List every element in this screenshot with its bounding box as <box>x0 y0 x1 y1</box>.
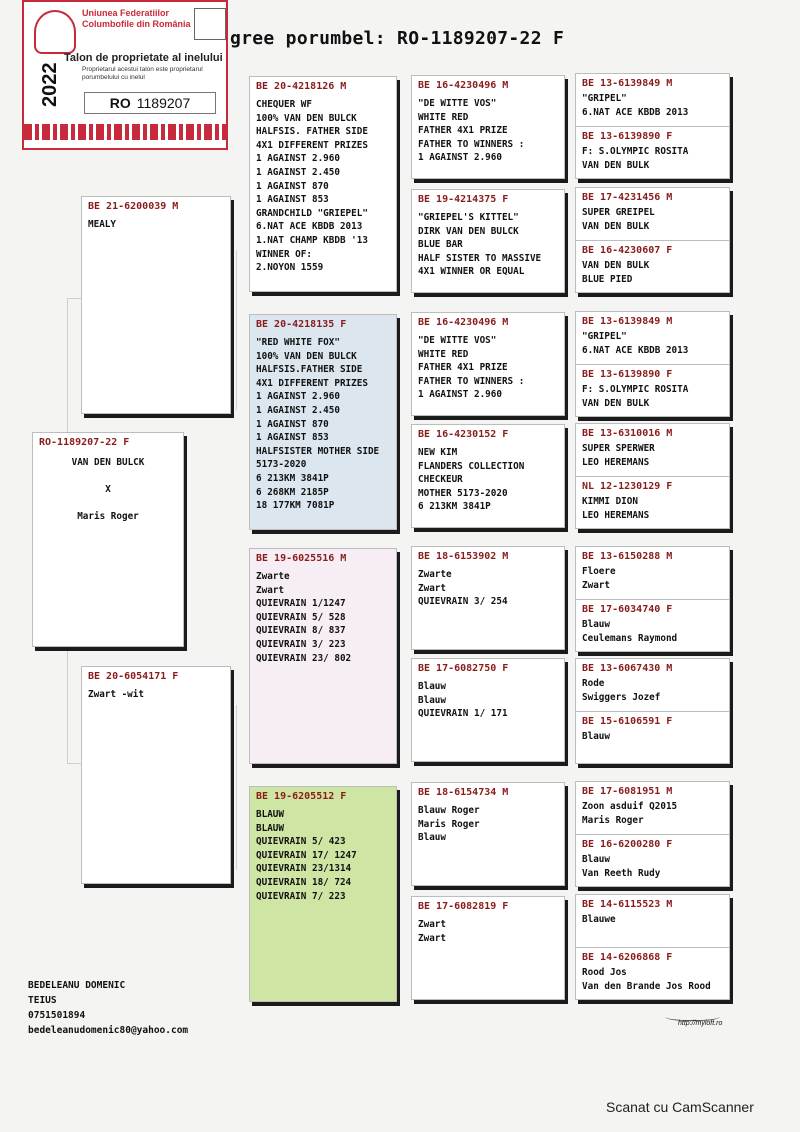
pigeon-info-line: "RED WHITE FOX" <box>256 337 340 348</box>
pigeon-info-line: Zwart <box>582 579 610 591</box>
page-title: gree porumbel: RO-1189207-22 F <box>230 28 565 49</box>
grandparent-card <box>249 548 397 764</box>
pigeon-info-line: "GRIPEL" <box>582 93 627 104</box>
pigeon-info-line: Zoon asduif Q2015 <box>582 801 678 812</box>
divider <box>576 599 729 600</box>
ancestor-entry <box>576 712 729 764</box>
ring-number: 1189207 <box>136 95 191 111</box>
pigeon-info-line: 6.NAT ACE KBDB 2013 <box>582 344 689 356</box>
mother-card <box>81 666 231 884</box>
pigeon-info-line: QUIEVRAIN 23/ 802 <box>256 652 352 664</box>
pigeon-info-line: "GRIPEL" <box>582 331 627 342</box>
pigeon-info-line: DIRK VAN DEN BULCK <box>418 225 519 237</box>
pigeon-info-line: QUIEVRAIN 7/ 223 <box>256 890 346 902</box>
ring-id: BE 19-6025516 M <box>256 553 347 564</box>
ancestor-entry <box>576 782 729 835</box>
pigeon-info-line: Blauw <box>582 854 610 865</box>
ring-id: BE 16-4230496 M <box>418 317 509 328</box>
pigeon-info-line: Ceulemans Raymond <box>582 632 678 644</box>
pigeon-info-line: Rode <box>582 678 605 689</box>
pigeon-info-line: CHECKEUR <box>418 474 463 486</box>
pigeon-info-line: SUPER GREIPEL <box>582 207 655 218</box>
pigeon-info-line: Rood Jos <box>582 967 627 978</box>
subject-line: X <box>105 484 111 496</box>
pigeon-info-line: WINNER OF: <box>256 248 312 260</box>
great-grandparent-card <box>411 546 565 650</box>
ring-id: BE 17-6081951 M <box>582 786 673 797</box>
subject-line: VAN DEN BULCK <box>71 457 145 468</box>
pigeon-info-line: Blauw <box>418 832 446 844</box>
ancestor-pair-card <box>575 546 730 652</box>
divider <box>576 126 729 127</box>
ring-prefix: RO <box>109 95 131 111</box>
great-grandparent-card <box>411 782 565 886</box>
pigeon-info-line: FATHER TO WINNERS : <box>418 375 525 387</box>
owner-email: bedeleanudomenic80@yahoo.com <box>28 1025 189 1036</box>
connector-line <box>67 298 68 433</box>
pigeon-info-line: 4X1 DIFFERENT PRIZES <box>256 377 368 389</box>
ring-id: BE 13-6310016 M <box>582 428 673 439</box>
pigeon-info-line: 1 AGAINST 2.450 <box>256 404 340 416</box>
pigeon-info-line: Blauw Roger <box>418 805 480 816</box>
owner-info <box>28 978 188 1038</box>
pigeon-info-line: Swiggers Jozef <box>582 691 661 703</box>
pigeon-info-line: 1 AGAINST 2.960 <box>256 391 340 403</box>
ring-id: BE 19-6205512 F <box>256 791 347 802</box>
pigeon-info-line: 2.NOYON 1559 <box>256 262 324 274</box>
ticket-year: 2022 <box>39 62 61 108</box>
connector-line <box>67 298 81 299</box>
pigeon-info-line: QUIEVRAIN 23/1314 <box>256 863 352 875</box>
pigeon-info-line: 6 213KM 3841P <box>418 501 491 513</box>
ancestor-entry <box>576 659 729 712</box>
pigeon-info-line: 100% VAN DEN BULCK <box>256 112 357 124</box>
pigeon-info-line: Zwart <box>418 919 446 930</box>
pigeon-info-line: VAN DEN BULK <box>582 220 650 232</box>
divider <box>576 476 729 477</box>
ring-id: BE 14-6206868 F <box>582 952 673 963</box>
ancestor-entry <box>576 895 729 948</box>
pigeon-info-line: FATHER 4X1 PRIZE <box>418 125 508 137</box>
pigeon-info-line: HALFSIS. FATHER SIDE <box>256 126 368 138</box>
decorative-band <box>24 124 226 140</box>
ring-id: BE 16-6200280 F <box>582 839 673 850</box>
pigeon-info-line: Maris Roger <box>418 818 480 830</box>
pigeon-info-line: Blauw <box>582 619 610 630</box>
ring-id: BE 19-4214375 F <box>418 194 509 205</box>
pigeon-info-line: QUIEVRAIN 5/ 423 <box>256 836 346 848</box>
ancestor-entry <box>576 835 729 887</box>
ring-ownership-ticket <box>22 0 228 150</box>
scanner-watermark: Scanat cu CamScanner <box>606 1099 754 1115</box>
pigeon-info-line: Van den Brande Jos Rood <box>582 980 711 992</box>
divider <box>576 364 729 365</box>
pigeon-info-line: Zwart <box>418 582 446 594</box>
pigeon-info-line: QUIEVRAIN 3/ 223 <box>256 638 346 650</box>
pigeon-info-line: 1 AGAINST 2.960 <box>418 389 502 401</box>
pigeon-info-line: GRANDCHILD "GRIEPEL" <box>256 207 368 219</box>
federation-name-line: Columbofile din România <box>82 19 191 29</box>
pigeon-info-line: HALFSISTER MOTHER SIDE <box>256 445 380 457</box>
pigeon-info-line: BLAUW <box>256 809 284 820</box>
pigeon-info-line: Blauw <box>418 694 446 706</box>
grandparent-card <box>249 314 397 530</box>
federation-name-line: Uniunea Federatiilor <box>82 8 170 18</box>
pigeon-info-line: Blauw <box>418 681 446 692</box>
pigeon-info-line: 18 177KM 7081P <box>256 500 335 512</box>
ancestor-pair-card <box>575 423 730 529</box>
pigeon-info-line: Van Reeth Rudy <box>582 867 661 879</box>
pigeon-info-line: Blauw <box>582 731 610 742</box>
connector-line <box>67 648 68 763</box>
pigeon-info-line: LEO HEREMANS <box>582 509 650 521</box>
ring-id: BE 20-6054171 F <box>88 671 179 682</box>
pigeon-info-line: SUPER SPERWER <box>582 443 655 454</box>
pigeon-info-line: Zwarte <box>418 569 452 580</box>
ticket-title: Talon de proprietate al inelului <box>64 52 223 64</box>
ancestor-pair-card <box>575 187 730 293</box>
ancestor-pair-card <box>575 658 730 764</box>
ring-id: BE 18-6154734 M <box>418 787 509 798</box>
pigeon-info-line: VAN DEN BULK <box>582 397 650 409</box>
great-grandparent-card <box>411 424 565 528</box>
ancestor-entry <box>576 948 729 1000</box>
ring-id: BE 13-6139890 F <box>582 131 673 142</box>
pigeon-info-line: 1 AGAINST 853 <box>256 194 329 206</box>
pigeon-info-line: BLUE BAR <box>418 239 463 251</box>
ring-id: BE 18-6153902 M <box>418 551 509 562</box>
pigeon-info-line: NEW KIM <box>418 447 458 458</box>
ring-id: BE 13-6139890 F <box>582 369 673 380</box>
great-grandparent-card <box>411 896 565 1000</box>
pigeon-info-line: "GRIEPEL'S KITTEL" <box>418 212 519 223</box>
ancestor-entry <box>576 188 729 241</box>
pigeon-info-line: 6 213KM 3841P <box>256 472 329 484</box>
pigeon-info-line: QUIEVRAIN 18/ 724 <box>256 876 352 888</box>
ancestor-entry <box>576 365 729 417</box>
pigeon-info-line: FLANDERS COLLECTION <box>418 460 525 472</box>
connector-line <box>236 250 237 410</box>
pigeon-info-line: WHITE RED <box>418 111 469 123</box>
federation-logo-icon <box>34 10 76 54</box>
pigeon-info-line: LEO HEREMANS <box>582 456 650 468</box>
connector-line <box>236 705 237 870</box>
divider <box>576 834 729 835</box>
pigeon-info-line: F: S.OLYMPIC ROSITA <box>582 146 689 157</box>
pigeon-info-line: 6 268KM 2185P <box>256 486 329 498</box>
pigeon-info-line: 1 AGAINST 2.960 <box>256 153 340 165</box>
ancestor-pair-card <box>575 311 730 417</box>
ancestor-entry <box>576 600 729 652</box>
pigeon-info-line: Floere <box>582 566 616 577</box>
signature-url: http://myloft.ro <box>678 1020 723 1027</box>
ring-id: BE 13-6139849 M <box>582 316 673 327</box>
pigeon-info-line: 4X1 WINNER OR EQUAL <box>418 266 525 278</box>
pigeon-info-line: Maris Roger <box>582 814 644 826</box>
divider <box>576 240 729 241</box>
pigeon-info-line: Zwart <box>418 932 446 944</box>
ring-id: BE 17-4231456 M <box>582 192 673 203</box>
ancestor-entry <box>576 241 729 293</box>
ring-id: BE 21-6200039 M <box>88 201 179 212</box>
ring-id: RO-1189207-22 F <box>39 437 130 448</box>
ancestor-entry <box>576 127 729 179</box>
pigeon-info-line: 1 AGAINST 2.450 <box>256 166 340 178</box>
pigeon-info-line: FATHER TO WINNERS : <box>418 138 525 150</box>
ring-id: BE 17-6082750 F <box>418 663 509 674</box>
ring-id: BE 16-4230496 M <box>418 80 509 91</box>
pigeon-info-line: HALFSIS.FATHER SIDE <box>256 364 363 376</box>
great-grandparent-card <box>411 189 565 293</box>
ring-id: NL 12-1230129 F <box>582 481 673 492</box>
pigeon-info-line: VAN DEN BULK <box>582 260 650 271</box>
pigeon-info-line: 6.NAT ACE KBDB 2013 <box>256 221 363 233</box>
pigeon-info-line: 100% VAN DEN BULCK <box>256 350 357 362</box>
pigeon-info-line: HALF SISTER TO MASSIVE <box>418 252 542 264</box>
signature <box>650 1010 730 1032</box>
ring-id: BE 13-6139849 M <box>582 78 673 89</box>
great-grandparent-card <box>411 312 565 416</box>
great-grandparent-card <box>411 658 565 762</box>
pigeon-info-line: Blauwe <box>582 914 616 925</box>
pigeon-info-line: VAN DEN BULK <box>582 159 650 171</box>
pigeon-info-line: Zwarte <box>256 571 290 582</box>
ancestor-entry <box>576 424 729 477</box>
ancestor-entry <box>576 74 729 127</box>
pigeon-info-line: FATHER 4X1 PRIZE <box>418 362 508 374</box>
connector-line <box>67 763 81 764</box>
ring-id: BE 15-6106591 F <box>582 716 673 727</box>
pigeon-info-line: 1 AGAINST 2.960 <box>418 152 502 164</box>
ring-id: BE 17-6082819 F <box>418 901 509 912</box>
pigeon-info-line: "DE WITTE VOS" <box>418 335 497 346</box>
ring-id: BE 16-4230152 F <box>418 429 509 440</box>
ring-id: BE 20-4218126 M <box>256 81 347 92</box>
father-card <box>81 196 231 414</box>
ancestor-pair-card <box>575 894 730 1000</box>
federation-name <box>82 8 191 30</box>
divider <box>576 711 729 712</box>
pigeon-info-line: QUIEVRAIN 8/ 837 <box>256 625 346 637</box>
pigeon-info-line: 1 AGAINST 870 <box>256 418 329 430</box>
ancestor-entry <box>576 312 729 365</box>
pigeon-info-line: QUIEVRAIN 1/ 171 <box>418 708 508 720</box>
pigeon-info-line: BLUE PIED <box>582 273 633 285</box>
pigeon-info-line: 1.NAT CHAMP KBDB '13 <box>256 234 368 246</box>
ancestor-entry <box>576 547 729 600</box>
grandparent-card <box>249 786 397 1002</box>
divider <box>576 947 729 948</box>
pigeon-info-line: Zwart -wit <box>88 689 144 700</box>
pigeon-info-line: 5173-2020 <box>256 459 307 471</box>
ticket-note: Proprietarul acestui talon este proprietarul porumbelului cu inelul <box>82 66 203 81</box>
owner-town: TEIUS <box>28 995 57 1006</box>
ring-id: BE 17-6034740 F <box>582 604 673 615</box>
owner-phone: 0751501894 <box>28 1010 86 1021</box>
pigeon-info-line: QUIEVRAIN 5/ 528 <box>256 611 346 623</box>
pigeon-info-line: "DE WITTE VOS" <box>418 98 497 109</box>
pigeon-info-line: QUIEVRAIN 3/ 254 <box>418 596 508 608</box>
ring-id: BE 16-4230607 F <box>582 245 673 256</box>
ring-id: BE 13-6067430 M <box>582 663 673 674</box>
ring-id: BE 20-4218135 F <box>256 319 347 330</box>
pigeon-stamp-icon <box>194 8 226 40</box>
ancestor-pair-card <box>575 781 730 887</box>
ticket-ring-number <box>84 92 216 114</box>
pigeon-info-line: F: S.OLYMPIC ROSITA <box>582 384 689 395</box>
owner-name: BEDELEANU DOMENIC <box>28 980 126 991</box>
subject-line: Maris Roger <box>77 511 139 523</box>
grandparent-card <box>249 76 397 292</box>
subject-line <box>39 470 177 484</box>
pigeon-info-line: Zwart <box>256 584 284 596</box>
ring-id: BE 14-6115523 M <box>582 899 673 910</box>
pigeon-info-line: BLAUW <box>256 822 284 834</box>
pigeon-info-line: MEALY <box>88 219 116 230</box>
pigeon-info-line: QUIEVRAIN 1/1247 <box>256 598 346 610</box>
ancestor-entry <box>576 477 729 529</box>
pigeon-info-line: WHITE RED <box>418 348 469 360</box>
pigeon-info-line: 1 AGAINST 853 <box>256 432 329 444</box>
pigeon-info-line: CHEQUER WF <box>256 99 312 110</box>
subject-card <box>32 432 184 647</box>
pigeon-info-line: MOTHER 5173-2020 <box>418 487 508 499</box>
pigeon-info-line: QUIEVRAIN 17/ 1247 <box>256 849 357 861</box>
pigeon-info-line: KIMMI DION <box>582 496 638 507</box>
pigeon-info-line: 6.NAT ACE KBDB 2013 <box>582 106 689 118</box>
pigeon-info-line: 4X1 DIFFERENT PRIZES <box>256 139 368 151</box>
subject-line <box>39 497 177 511</box>
ring-id: BE 13-6150288 M <box>582 551 673 562</box>
pigeon-info-line: 1 AGAINST 870 <box>256 180 329 192</box>
great-grandparent-card <box>411 75 565 179</box>
ancestor-pair-card <box>575 73 730 179</box>
